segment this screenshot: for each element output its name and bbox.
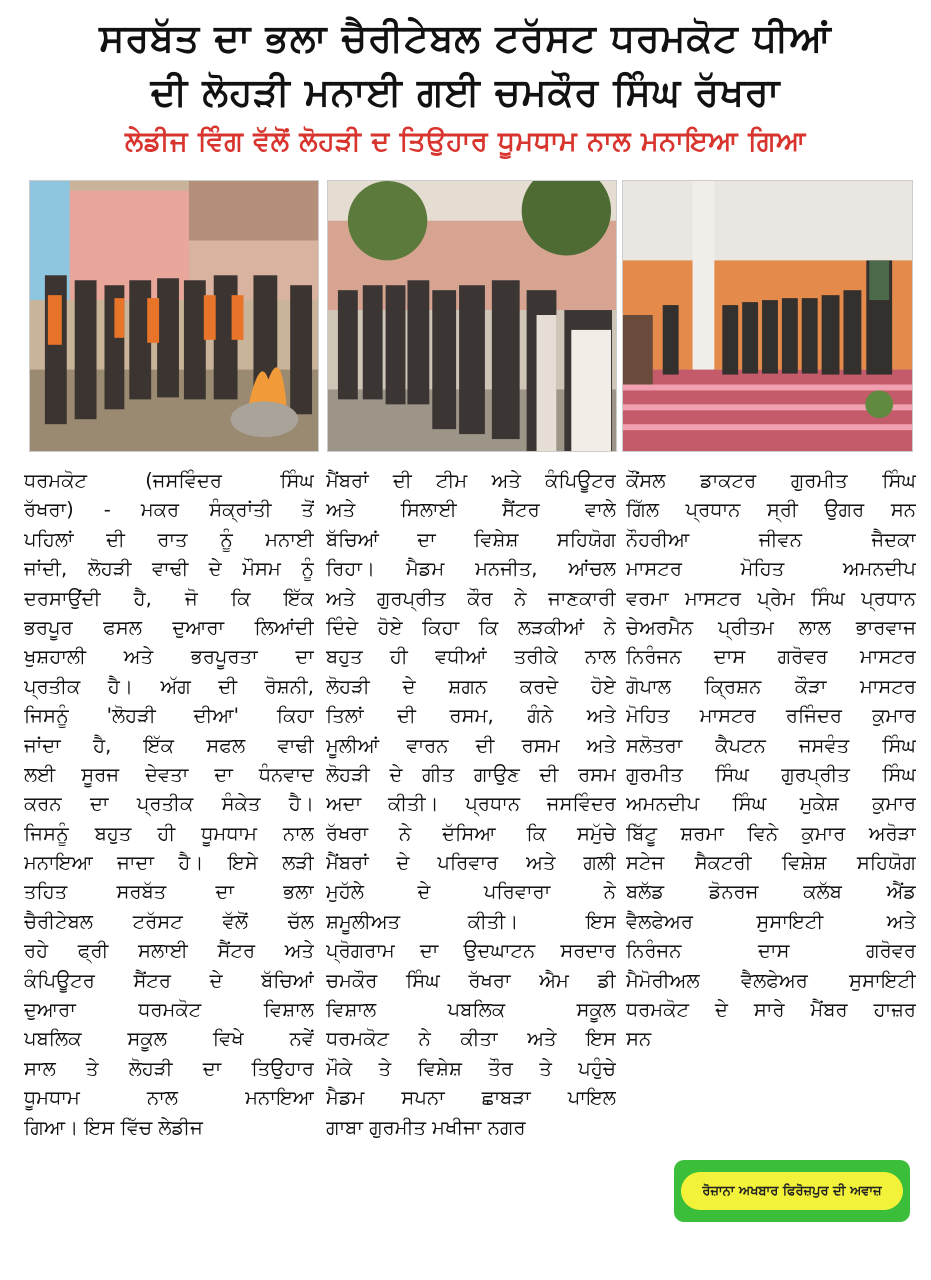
- article-line: ਰਹੇ ਫ੍ਰੀ ਸਲਾਈ ਸੈਂਟਰ ਅਤੇ: [24, 939, 314, 963]
- article-line: ਬਲੱਡ ਡੋਨਰਜ ਕਲੱਬ ਐਂਡ: [626, 880, 916, 904]
- article-line: ਕਰਨ ਦਾ ਪ੍ਰਤੀਕ ਸੰਕੇਤ ਹੈ।: [24, 792, 314, 816]
- article-line: ਪ੍ਰਤੀਕ ਹੈ। ਅੱਗ ਦੀ ਰੋਸ਼ਨੀ,: [24, 674, 314, 698]
- article-line: ਚੇਅਰਮੈਨ ਪ੍ਰੀਤਮ ਲਾਲ ਭਾਰਵਾਜ: [626, 615, 916, 639]
- article-line: ਦੁਆਰਾ ਧਰਮਕੋਟ ਵਿਸ਼ਾਲ: [24, 998, 314, 1022]
- article-line: ਦਿੰਦੇ ਹੋਏ ਕਿਹਾ ਕਿ ਲੜਕੀਆਂ ਨੇ: [326, 615, 616, 639]
- article-line: ਗਾਬਾ ਗੁਰਮੀਤ ਮਖੀਜਾ ਨਗਰ: [326, 1115, 526, 1139]
- article-line: ਮੈਂਬਰਾਂ ਦੀ ਟੀਮ ਅਤੇ ਕੰਪਿਊਟਰ: [326, 469, 616, 492]
- article-line: ਤਹਿਤ ਸਰਬੱਤ ਦਾ ਭਲਾ: [24, 880, 314, 904]
- article-line: ਸ਼ਮੂਲੀਅਤ ਕੀਤੀ। ਇਸ: [326, 909, 616, 933]
- newspaper-badge-label: ਰੋਜ਼ਾਨਾ ਅਖਬਾਰ ਫਿਰੋਜ਼ਪੁਰ ਦੀ ਅਵਾਜ਼: [681, 1172, 903, 1210]
- article-column-3: [626, 466, 916, 1266]
- article-line: ਜਿਸਨੂੰ 'ਲੋਹੜੀ ਦੀਆ' ਕਿਹਾ: [24, 704, 314, 728]
- photo-bonfire-group: [29, 180, 319, 452]
- headline-line-1: ਸਰਬੱਤ ਦਾ ਭਲਾ ਚੈਰੀਟੇਬਲ ਟਰੱਸਟ ਧਰਮਕੋਟ ਧੀਆਂ: [99, 16, 832, 60]
- article-line: ਨਿਰੰਜਨ ਦਾਸ ਗਰੋਵਰ ਮਾਸਟਰ: [626, 645, 916, 669]
- article-line: ਜਾਂਦਾ ਹੈ, ਇੱਕ ਸਫਲ ਵਾਢੀ: [24, 733, 314, 757]
- article-line: ਬਹੁਤ ਹੀ ਵਧੀਆਂ ਤਰੀਕੇ ਨਾਲ: [326, 645, 616, 669]
- article-line: ਵੈਲਫੇਅਰ ਸੁਸਾਇਟੀ ਅਤੇ: [626, 909, 916, 933]
- headline-block: [0, 0, 931, 176]
- article-line: ਅਤੇ ਸਿਲਾਈ ਸੈਂਟਰ ਵਾਲੇ: [326, 498, 616, 522]
- article-line: ਤਿਲਾਂ ਦੀ ਰਸਮ, ਗੰਨੇ ਅਤੇ: [326, 704, 616, 728]
- article-line: ਮੋਹਿਤ ਮਾਸਟਰ ਰਜਿੰਦਰ ਕੁਮਾਰ: [626, 704, 916, 728]
- article-line: ਅਤੇ ਗੁਰਪ੍ਰੀਤ ਕੌਰ ਨੇ ਜਾਣਕਾਰੀ: [326, 586, 616, 610]
- article-line: ਮਾਸਟਰ ਮੋਹਿਤ ਅਮਨਦੀਪ: [626, 557, 916, 581]
- article-line: ਪ੍ਰੋਗਰਾਮ ਦਾ ਉਦਘਾਟਨ ਸਰਦਾਰ: [326, 939, 616, 963]
- article-line: ਮੈਮੋਰੀਅਲ ਵੈਲਫੇਅਰ ਸੁਸਾਇਟੀ: [626, 968, 916, 992]
- article-line: ਸਟੇਜ ਸੈਕਟਰੀ ਵਿਸ਼ੇਸ਼ ਸਹਿਯੋਗ: [626, 851, 916, 875]
- article-line: ਬੱਚਿਆਂ ਦਾ ਵਿਸ਼ੇਸ਼ ਸਹਿਯੋਗ: [326, 527, 616, 551]
- article-line: ਗੁਰਮੀਤ ਸਿੰਘ ਗੁਰਪ੍ਰੀਤ ਸਿੰਘ: [626, 762, 916, 786]
- photo-women-group: [327, 180, 617, 452]
- article-line: ਮੁਹੱਲੇ ਦੇ ਪਰਿਵਾਰਾ ਨੇ: [326, 880, 616, 904]
- article-line: ਗਿਆ। ਇਸ ਵਿੱਚ ਲੇਡੀਜ: [24, 1115, 203, 1139]
- article-line: ਰੱਖਰਾ) - ਮਕਰ ਸੰਕ੍ਰਾਂਤੀ ਤੋਂ: [24, 498, 314, 522]
- article-line: ਧਰਮਕੋਟ (ਜਸਵਿੰਦਰ ਸਿੰਘ: [24, 469, 314, 492]
- article-line: ਧੂਮਧਾਮ ਨਾਲ ਮਨਾਇਆ: [24, 1086, 314, 1110]
- article-line: ਰੱਖਰਾ ਨੇ ਦੱਸਿਆ ਕਿ ਸਮੁੱਚੇ: [326, 821, 616, 845]
- photo-strip: [29, 180, 913, 452]
- article-line: ਜਿਸਨੂੰ ਬਹੁਤ ਹੀ ਧੂਮਧਾਮ ਨਾਲ: [24, 821, 314, 845]
- article-line: ਧਰਮਕੋਟ ਦੇ ਸਾਰੇ ਮੈਂਬਰ ਹਾਜ਼ਰ: [626, 998, 916, 1022]
- article-line: ਸਾਲ ਤੇ ਲੋਹੜੀ ਦਾ ਤਿਉਹਾਰ: [24, 1056, 314, 1080]
- article-column-2: [326, 466, 616, 1266]
- article-line: ਦਰਸਾਉਂਦੀ ਹੈ, ਜੋ ਕਿ ਇੱਕ: [24, 586, 314, 610]
- article-line: ਖੁਸ਼ਹਾਲੀ ਅਤੇ ਭਰਪੂਰਤਾ ਦਾ: [24, 645, 314, 669]
- article-line: ਨੌਹਰੀਆ ਜੀਵਨ ਜੈਦਕਾ: [626, 527, 916, 551]
- article-line: ਕੰਪਿਊਟਰ ਸੈਂਟਰ ਦੇ ਬੱਚਿਆਂ: [24, 968, 314, 992]
- article-column-1: [24, 466, 314, 1266]
- headline-line-2: ਦੀ ਲੋਹੜੀ ਮਨਾਈ ਗਈ ਚਮਕੌਰ ਸਿੰਘ ਰੱਖਰਾ: [150, 70, 781, 114]
- photo-stage-group: [622, 180, 913, 452]
- article-body: [24, 466, 916, 1266]
- article-line: ਗਿੱਲ ਪ੍ਰਧਾਨ ਸ੍ਰੀ ਉਗਰ ਸਨ: [626, 498, 916, 522]
- article-line: ਮੌਕੇ ਤੇ ਵਿਸ਼ੇਸ਼ ਤੌਰ ਤੇ ਪਹੁੰਚੇ: [326, 1056, 616, 1080]
- article-line: ਲਈ ਸੂਰਜ ਦੇਵਤਾ ਦਾ ਧੰਨਵਾਦ: [24, 762, 314, 786]
- article-line: ਪਹਿਲਾਂ ਦੀ ਰਾਤ ਨੂੰ ਮਨਾਈ: [24, 527, 314, 551]
- article-line: ਅਦਾ ਕੀਤੀ। ਪ੍ਰਧਾਨ ਜਸਵਿੰਦਰ: [326, 792, 616, 816]
- article-line: ਚੈਰੀਟੇਬਲ ਟਰੱਸਟ ਵੱਲੋਂ ਚੱਲ: [24, 909, 314, 933]
- article-line: ਮੈਡਮ ਸਪਨਾ ਛਾਬੜਾ ਪਾਇਲ: [326, 1086, 616, 1110]
- article-line: ਅਮਨਦੀਪ ਸਿੰਘ ਮੁਕੇਸ਼ ਕੁਮਾਰ: [626, 792, 916, 816]
- subheading: ਲੇਡੀਜ ਵਿੰਗ ਵੱਲੋਂ ਲੋਹੜੀ ਦ ਤਿਉਹਾਰ ਧੂਮਧਾਮ ਨਾਲ ਮਨਾਇਆ ਗਿਆ: [125, 126, 806, 157]
- newspaper-badge: [674, 1160, 910, 1222]
- article-line: ਲੋਹੜੀ ਦੇ ਸ਼ਗਨ ਕਰਦੇ ਹੋਏ: [326, 674, 616, 698]
- article-line: ਧਰਮਕੋਟ ਨੇ ਕੀਤਾ ਅਤੇ ਇਸ: [326, 1027, 616, 1051]
- article-line: ਪਬਲਿਕ ਸਕੂਲ ਵਿਖੇ ਨਵੇਂ: [24, 1027, 314, 1051]
- article-line: ਮੈਂਬਰਾਂ ਦੇ ਪਰਿਵਾਰ ਅਤੇ ਗਲੀ: [326, 851, 616, 875]
- article-line: ਵਿਸ਼ਾਲ ਪਬਲਿਕ ਸਕੂਲ: [326, 998, 616, 1022]
- article-line: ਭਰਪੂਰ ਫਸਲ ਦੁਆਰਾ ਲਿਆਂਦੀ: [24, 615, 314, 639]
- article-line: ਕੌਂਸਲ ਡਾਕਟਰ ਗੁਰਮੀਤ ਸਿੰਘ: [626, 469, 916, 492]
- article-line: ਗੋਪਾਲ ਕ੍ਰਿਸ਼ਨ ਕੌੜਾ ਮਾਸਟਰ: [626, 674, 916, 698]
- article-line: ਚਮਕੌਰ ਸਿੰਘ ਰੱਖਰਾ ਐਮ ਡੀ: [326, 968, 616, 992]
- article-line: ਮੂਲੀਆਂ ਵਾਰਨ ਦੀ ਰਸਮ ਅਤੇ: [326, 733, 616, 757]
- article-line: ਵਰਮਾ ਮਾਸਟਰ ਪ੍ਰੇਮ ਸਿੰਘ ਪ੍ਰਧਾਨ: [626, 586, 916, 610]
- article-line: ਲੋਹੜੀ ਦੇ ਗੀਤ ਗਾਉਣ ਦੀ ਰਸਮ: [326, 762, 616, 786]
- article-line: ਜਾਂਦੀ, ਲੋਹੜੀ ਵਾਢੀ ਦੇ ਮੌਸਮ ਨੂੰ: [24, 557, 314, 581]
- article-line: ਮਨਾਇਆ ਜਾਦਾ ਹੈ। ਇਸੇ ਲੜੀ: [24, 851, 314, 875]
- article-line: ਨਿਰੰਜਨ ਦਾਸ ਗਰੋਵਰ: [626, 939, 916, 963]
- article-line: ਰਿਹਾ। ਮੈਡਮ ਮਨਜੀਤ, ਆਂਚਲ: [326, 557, 616, 581]
- article-line: ਸਲੋਤਰਾ ਕੈਪਟਨ ਜਸਵੰਤ ਸਿੰਘ: [626, 733, 916, 757]
- article-line: ਬਿੱਟੂ ਸ਼ਰਮਾ ਵਿਨੇ ਕੁਮਾਰ ਅਰੋੜਾ: [626, 821, 916, 845]
- article-line: ਸਨ: [626, 1027, 652, 1051]
